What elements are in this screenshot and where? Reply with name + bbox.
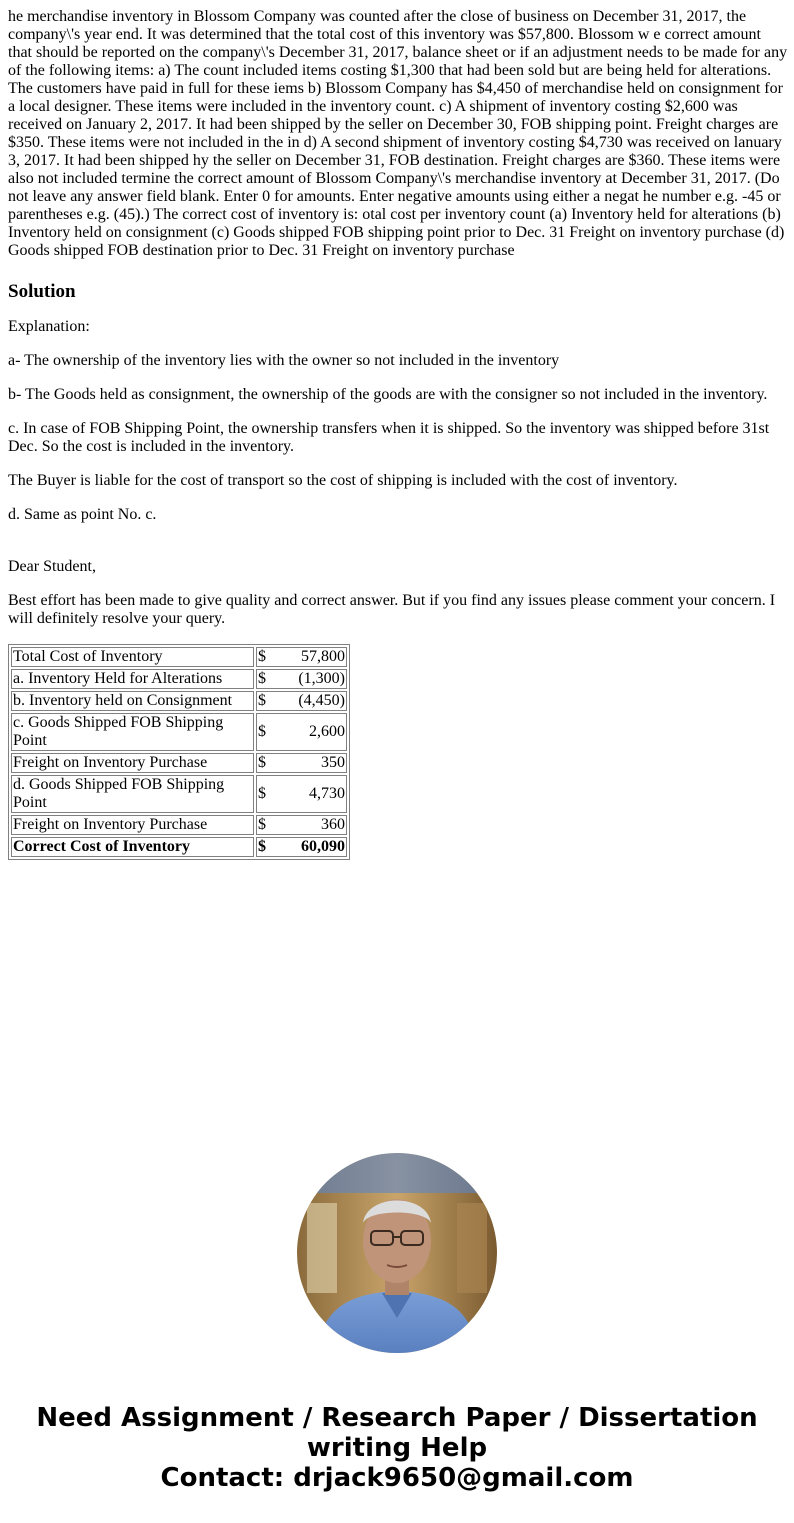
- explanation-point-c: c. In case of FOB Shipping Point, the ownership transfers when it is shipped. So the inventory was shipped before 31st Dec. So the cost is included in the inventory.: [8, 420, 770, 455]
- promo-banner: [0, 1403, 794, 1493]
- row-amount: 360: [321, 816, 345, 833]
- row-amount: 350: [321, 754, 345, 771]
- row-amount-cell: [256, 753, 347, 773]
- table-row: [11, 753, 347, 773]
- author-avatar: [297, 1153, 497, 1353]
- row-amount: 4,730: [309, 785, 345, 802]
- total-amount-cell: [256, 837, 347, 857]
- row-amount-cell: [256, 691, 347, 711]
- explanation-point-a: a- The ownership of the inventory lies with the owner so not included in the inventory: [8, 352, 560, 369]
- question-text: he merchandise inventory in Blossom Company was counted after the close of business on December 31, 2017, the company\'s year end. It was determined that the total cost of this inventory was $57,800. Blossom w e correct amount that should be reported on the company\'s December 31, 2017, balance sheet or if an adjustment needs to be made for any of the following items: a) The count included items costing $1,300 that had been sold but are being held for alterations. The customers have paid in full for these iems b) Blossom Company has $4,450 of merchandise held on consignment for a local designer. These items were included in the inventory count. c) A shipment of inventory costing $2,600 was received on January 2, 2017. It had been shipped by the seller on December 30, FOB shipping point. Freight charges are $350. These items were not included in the in d) A second shipment of inventory costing $4,730 was received on lanuary 3, 2017. It had been shipped hy the seller on December 31, FOB destination. Freight charges are $360. These items were also not included termine the correct amount of Blossom Company\'s merchandise inventory at December 31, 2017. (Do not leave any answer field blank. Enter 0 for amounts. Enter negative amounts using either a negat he number e.g. -45 or parentheses e.g. (45).) The correct cost of inventory is: otal cost per inventory count (a) Inventory held for alterations (b) Inventory held on consignment (c) Goods shipped FOB shipping point prior to Dec. 31 Freight on inventory purchase (d) Goods shipped FOB destination prior to Dec. 31 Freight on inventory purchase: [8, 8, 788, 259]
- table-row: [11, 669, 347, 689]
- row-amount-cell: [256, 815, 347, 835]
- total-amount: 60,090: [301, 838, 345, 855]
- currency-symbol: $: [258, 838, 266, 855]
- explanation-point-d: d. Same as point No. c.: [8, 506, 157, 523]
- currency-symbol: $: [258, 723, 266, 740]
- promo-line-1: Need Assignment / Research Paper / Dissertation: [36, 1403, 758, 1433]
- row-amount-cell: [256, 647, 347, 667]
- explanation-heading: Explanation:: [8, 318, 90, 335]
- table-total-row: [11, 837, 347, 857]
- currency-symbol: $: [258, 785, 266, 802]
- row-label: Total Cost of Inventory: [11, 647, 254, 667]
- explanation-point-b: b- The Goods held as consignment, the ownership of the goods are with the consigner so not included in the inventory.: [8, 386, 768, 403]
- document-body: [8, 8, 788, 860]
- row-amount: 2,600: [309, 723, 345, 740]
- currency-symbol: $: [258, 754, 266, 771]
- row-amount-cell: [256, 669, 347, 689]
- closing-message: Best effort has been made to give quality and correct answer. But if you find any issues please comment your concern. I will definitely resolve your query.: [8, 592, 776, 627]
- row-label: b. Inventory held on Consignment: [11, 691, 254, 711]
- row-label: d. Goods Shipped FOB Shipping Point: [11, 775, 254, 813]
- currency-symbol: $: [258, 648, 266, 665]
- author-portrait-image: [297, 1153, 497, 1353]
- greeting: Dear Student,: [8, 558, 96, 575]
- currency-symbol: $: [258, 670, 266, 687]
- row-label: Freight on Inventory Purchase: [11, 753, 254, 773]
- table-row: [11, 815, 347, 835]
- solution-heading: Solution: [8, 281, 76, 302]
- row-amount: 57,800: [301, 648, 345, 665]
- table-row: [11, 713, 347, 751]
- row-amount-cell: [256, 713, 347, 751]
- row-label: c. Goods Shipped FOB Shipping Point: [11, 713, 254, 751]
- explanation-buyer-note: The Buyer is liable for the cost of transport so the cost of shipping is included with the cost of inventory.: [8, 472, 678, 489]
- inventory-table: [8, 644, 350, 860]
- row-label: Freight on Inventory Purchase: [11, 815, 254, 835]
- currency-symbol: $: [258, 816, 266, 833]
- total-label: Correct Cost of Inventory: [11, 837, 254, 857]
- table-row: [11, 647, 347, 667]
- row-label: a. Inventory Held for Alterations: [11, 669, 254, 689]
- promo-line-2: writing Help: [306, 1433, 488, 1463]
- spacer: [8, 524, 788, 542]
- promo-contact: Contact: drjack9650@gmail.com: [160, 1463, 634, 1493]
- row-amount-cell: [256, 775, 347, 813]
- row-amount: (4,450): [298, 692, 345, 709]
- table-row: [11, 775, 347, 813]
- table-row: [11, 691, 347, 711]
- currency-symbol: $: [258, 692, 266, 709]
- row-amount: (1,300): [298, 670, 345, 687]
